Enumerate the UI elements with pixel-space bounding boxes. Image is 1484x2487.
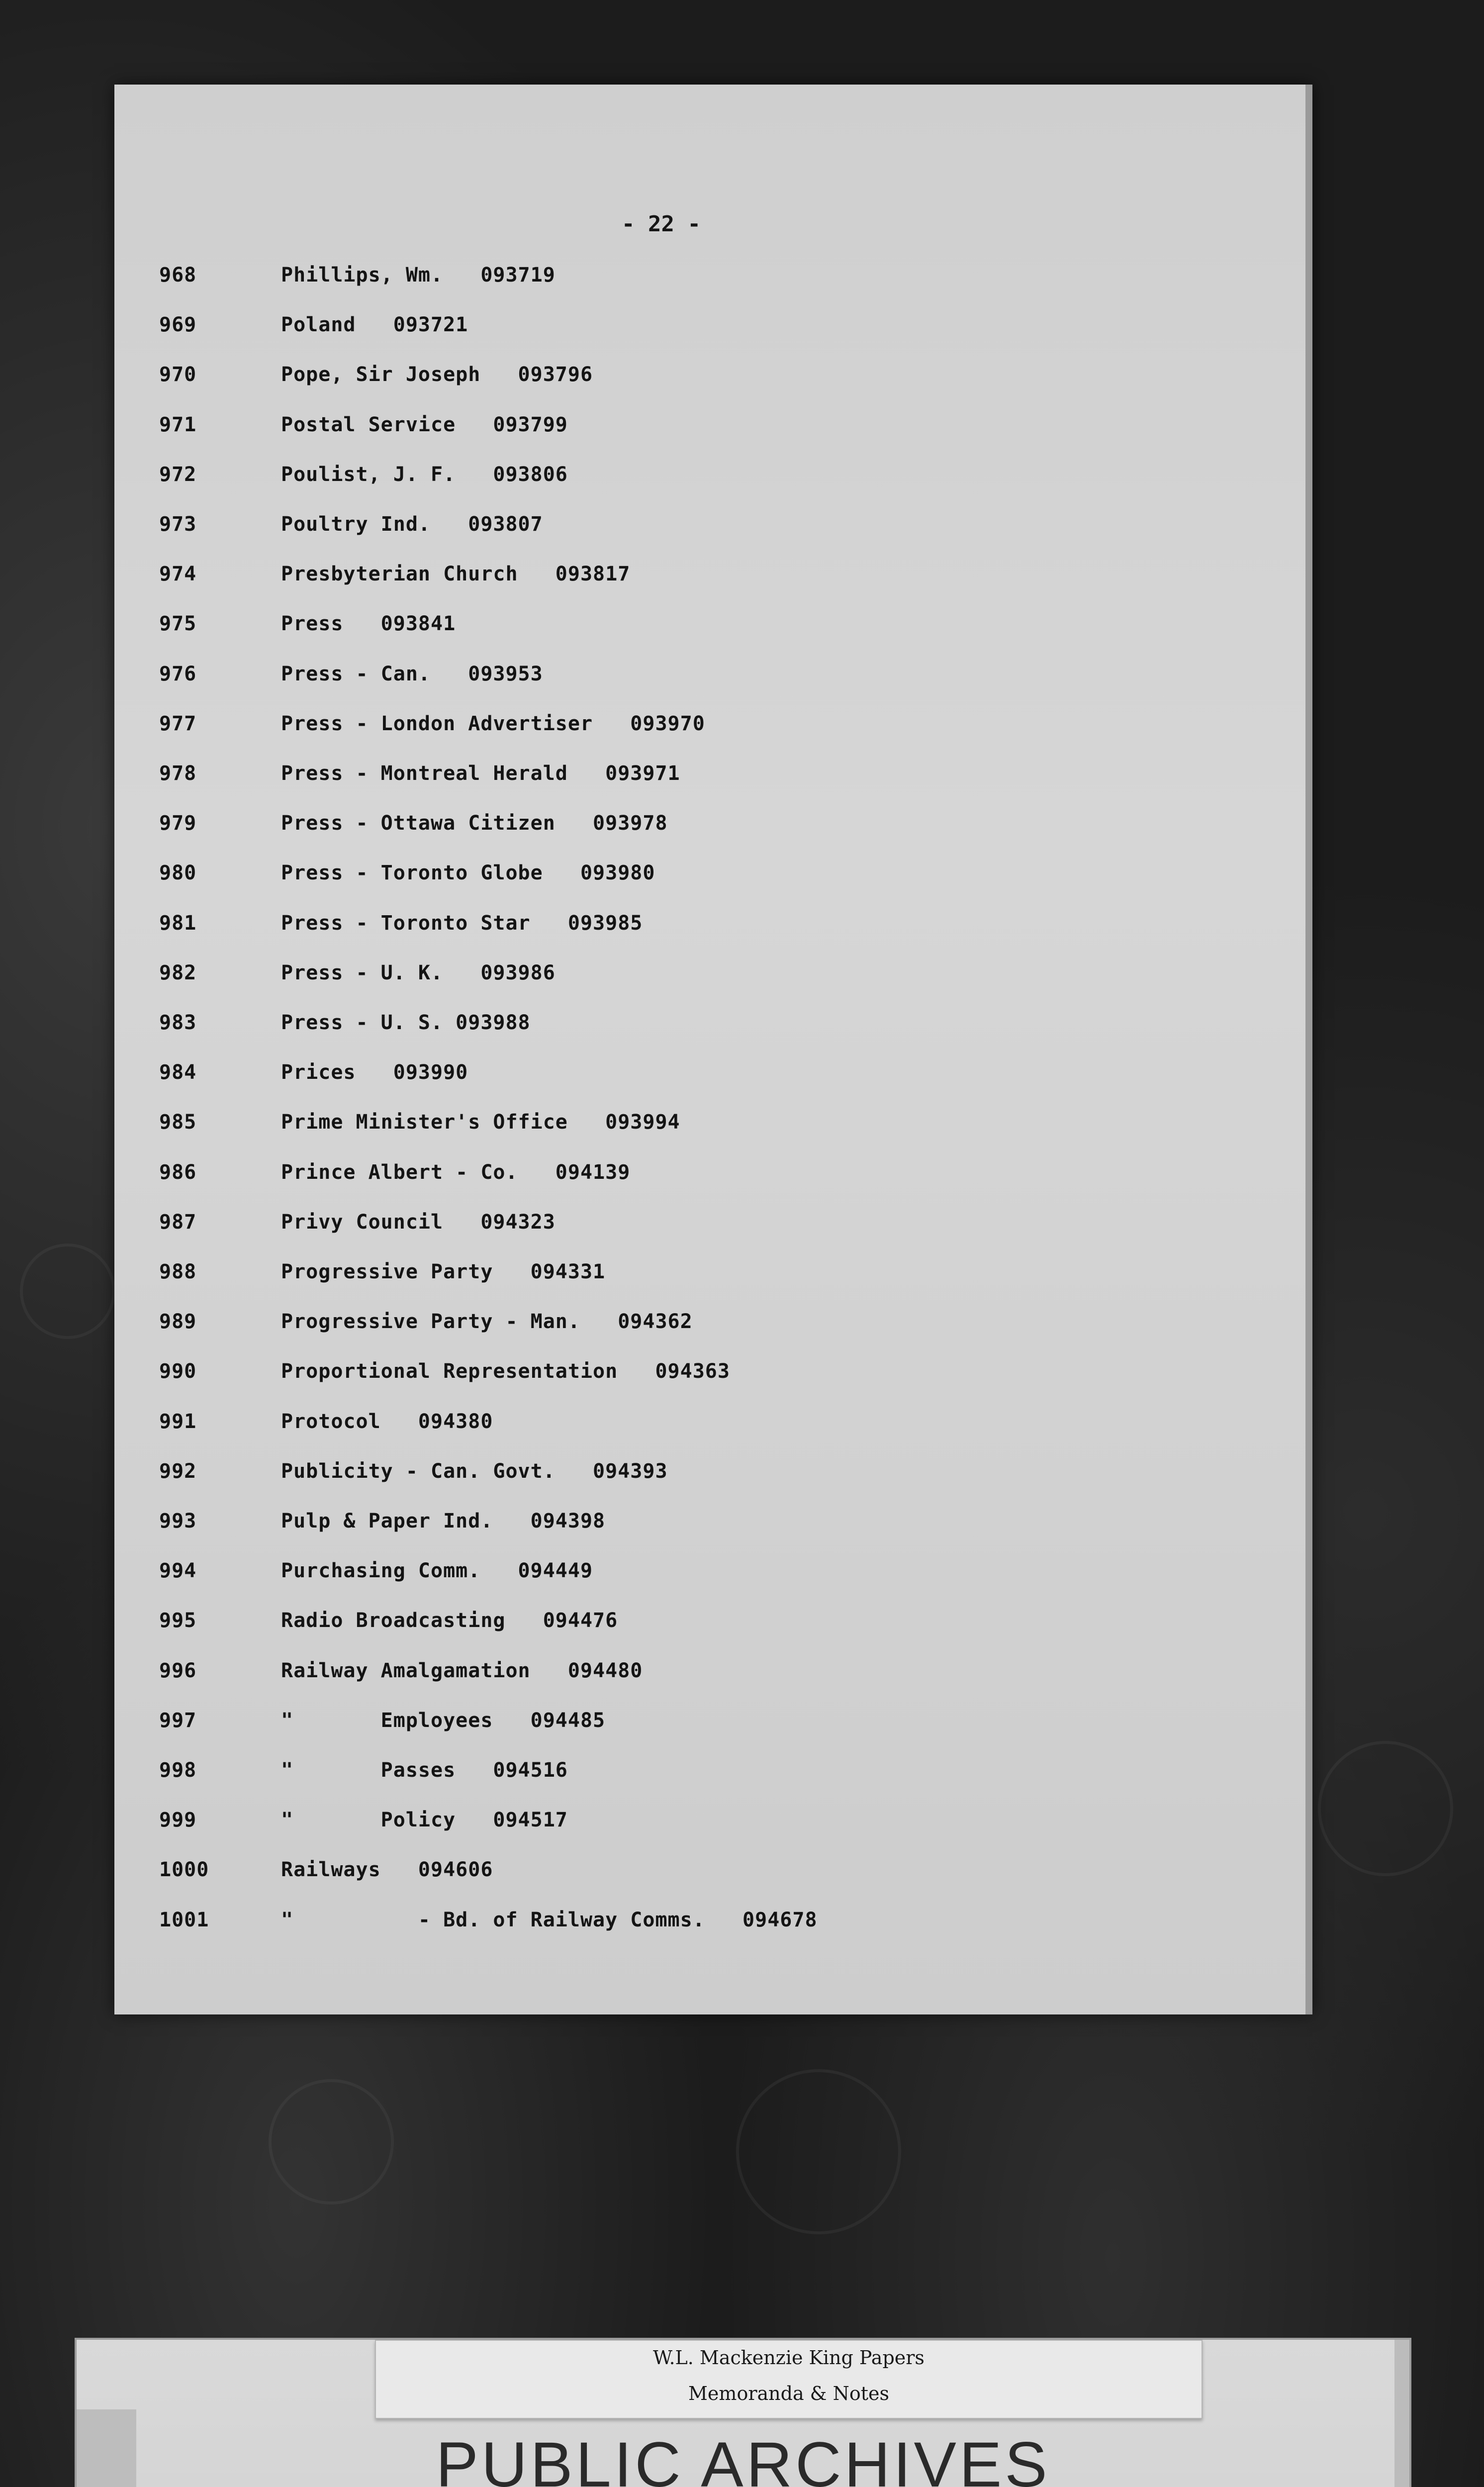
entry-subject: Press 093841	[281, 612, 456, 636]
entry-subject: Railways 094606	[281, 1858, 493, 1882]
entry-number: 998	[159, 1759, 197, 1782]
entry-number: 981	[159, 911, 197, 935]
entry-subject: Phillips, Wm. 093719	[281, 264, 556, 287]
entry-subject: Press - Toronto Globe 093980	[281, 861, 655, 885]
entry-subject: " - Bd. of Railway Comms. 094678	[281, 1908, 818, 1931]
entry-number: 971	[159, 413, 197, 436]
entry-number: 978	[159, 762, 197, 785]
entry-number: 991	[159, 1410, 197, 1433]
public-archives-heading: PUBLIC ARCHIVES	[436, 2429, 1050, 2487]
entry-number: 984	[159, 1061, 197, 1084]
entry-subject: Presbyterian Church 093817	[281, 563, 631, 586]
entry-number: 993	[159, 1510, 197, 1532]
entry-subject: Radio Broadcasting 094476	[281, 1609, 618, 1632]
document-page	[114, 85, 1312, 2014]
entry-number: 979	[159, 812, 197, 835]
entry-number: 986	[159, 1160, 197, 1184]
entry-subject: Pulp & Paper Ind. 094398	[281, 1510, 606, 1532]
entry-subject: Publicity - Can. Govt. 094393	[281, 1459, 668, 1483]
entry-subject: Press - U. S. 093988	[281, 1011, 531, 1034]
collection-name: W.L. Mackenzie King Papers	[653, 2347, 925, 2369]
entry-number: 985	[159, 1111, 197, 1134]
entry-number: 973	[159, 513, 197, 536]
entry-number: 994	[159, 1559, 197, 1583]
entry-subject: Progressive Party - Man. 094362	[281, 1310, 693, 1334]
entry-subject: Press - Toronto Star 093985	[281, 911, 643, 935]
entry-list	[114, 85, 1305, 2014]
ripple-ring	[20, 1244, 115, 1339]
entry-subject: " Passes 094516	[281, 1759, 568, 1782]
entry-subject: Poultry Ind. 093807	[281, 513, 543, 536]
ripple-ring	[269, 2079, 394, 2204]
entry-subject: Press - U. K. 093986	[281, 961, 556, 984]
entry-number: 999	[159, 1809, 197, 1832]
series-name: Memoranda & Notes	[688, 2383, 889, 2404]
entry-subject: Pope, Sir Joseph 093796	[281, 363, 593, 386]
entry-subject: Proportional Representation 094363	[281, 1360, 730, 1383]
entry-subject: Prime Minister's Office 093994	[281, 1111, 680, 1134]
entry-number: 1000	[159, 1858, 209, 1882]
archive-label-card	[75, 2338, 1411, 2487]
entry-subject: Railway Amalgamation 094480	[281, 1659, 643, 1682]
entry-subject: Progressive Party 094331	[281, 1260, 606, 1283]
entry-subject: Purchasing Comm. 094449	[281, 1559, 593, 1583]
entry-number: 983	[159, 1011, 197, 1034]
entry-subject: Prince Albert - Co. 094139	[281, 1160, 631, 1184]
entry-number: 982	[159, 961, 197, 984]
entry-subject: Press - Montreal Herald 093971	[281, 762, 680, 785]
entry-number: 988	[159, 1260, 197, 1283]
entry-number: 974	[159, 563, 197, 586]
entry-subject: Protocol 094380	[281, 1410, 493, 1433]
entry-subject: Postal Service 093799	[281, 413, 568, 436]
entry-number: 980	[159, 861, 197, 885]
ripple-ring	[736, 2069, 901, 2234]
entry-number: 997	[159, 1709, 197, 1732]
entry-number: 995	[159, 1609, 197, 1632]
entry-subject: Press - London Advertiser 093970	[281, 712, 705, 735]
entry-number: 970	[159, 363, 197, 386]
entry-subject: Press - Can. 093953	[281, 662, 543, 685]
entry-subject: " Policy 094517	[281, 1809, 568, 1832]
entry-subject: Press - Ottawa Citizen 093978	[281, 812, 668, 835]
collection-slip	[375, 2340, 1203, 2419]
entry-number: 987	[159, 1210, 197, 1234]
entry-number: 972	[159, 463, 197, 486]
entry-number: 969	[159, 313, 197, 337]
ripple-ring	[1318, 1741, 1453, 1876]
entry-number: 990	[159, 1360, 197, 1383]
entry-number: 968	[159, 264, 197, 287]
entry-number: 976	[159, 662, 197, 685]
entry-subject: Poulist, J. F. 093806	[281, 463, 568, 486]
entry-subject: Privy Council 094323	[281, 1210, 556, 1234]
page-number: - 22 -	[622, 211, 701, 237]
entry-number: 992	[159, 1459, 197, 1483]
entry-number: 977	[159, 712, 197, 735]
entry-number: 975	[159, 612, 197, 636]
entry-subject: Prices 093990	[281, 1061, 468, 1084]
entry-number: 1001	[159, 1908, 209, 1931]
entry-number: 989	[159, 1310, 197, 1334]
entry-subject: Poland 093721	[281, 313, 468, 337]
entry-number: 996	[159, 1659, 197, 1682]
entry-subject: " Employees 094485	[281, 1709, 606, 1732]
